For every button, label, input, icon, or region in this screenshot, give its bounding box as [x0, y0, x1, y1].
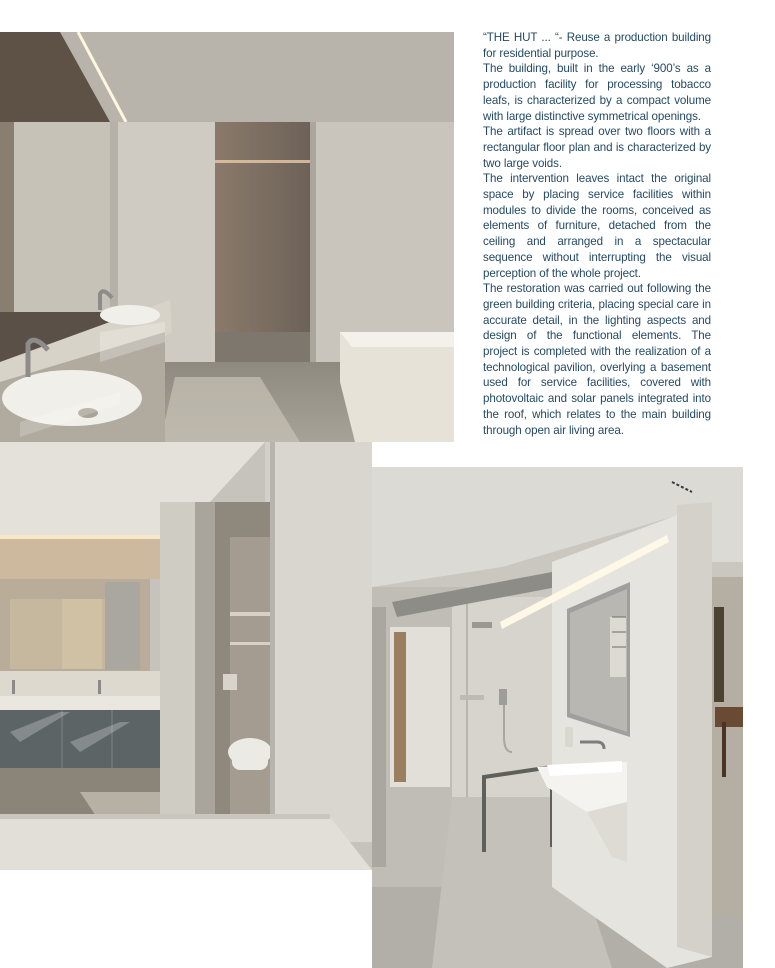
article-text — [483, 30, 711, 438]
article-paragraph: The restoration was carried out following the green building criteria, placing special care in accurate detail, in the lighting aspects and design of the functional elements. The project is completed with the realization of a technological pavilion, overlying a basement used for service facilities, covered with photovoltaic and solar panels integrated into the roof, which relates to the main building through open air living area. — [483, 282, 711, 437]
article-paragraph: The building, built in the early ‘900’s as a production facility for processing tobacco leafs, is characterized by a compact volume with large distinctive symmetrical openings. — [483, 62, 711, 123]
photo-bathroom-double-vanity — [0, 442, 372, 870]
article-paragraph: The intervention leaves intact the original space by placing service facilities within modules to divide the rooms, conceived as elements of furniture, detached from the ceiling and arranged in a spectacular sequence without interrupting the visual perception of the whole project. — [483, 172, 711, 280]
photo-bathroom-vanity-tub — [0, 32, 454, 442]
photo-bathroom-shower-sink — [372, 467, 743, 968]
article-paragraph: The artifact is spread over two floors with a rectangular floor plan and is characterized by two large voids. — [483, 125, 711, 170]
article-paragraph: “THE HUT ... “- Reuse a production building for residential purpose. — [483, 31, 711, 60]
